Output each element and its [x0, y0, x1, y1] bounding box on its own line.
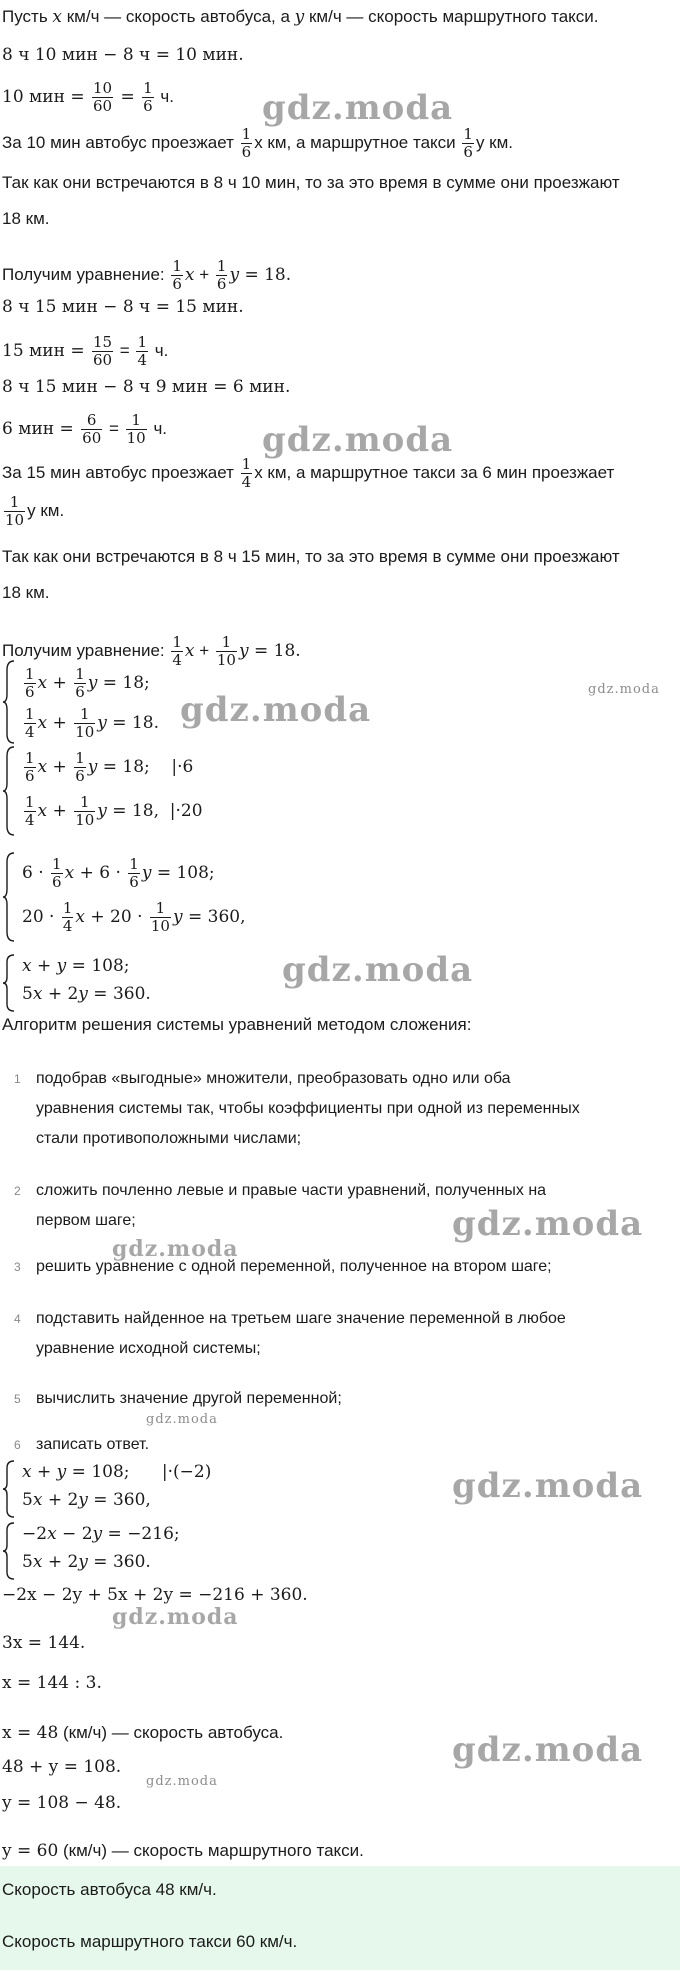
watermark: gdz.moda [180, 690, 372, 730]
watermark: gdz.moda [112, 1236, 239, 1262]
time-diff-2: 8 ч 15 мин − 8 ч = 15 мин. [2, 297, 244, 317]
system-4 [2, 954, 302, 1012]
equation-1: Получим уравнение: $\frac{1}{6}$ x + $\frac{1}{6}$ y = 18. [2, 257, 292, 293]
answer-bus-speed: Скорость автобуса 48 км/ч. [2, 1880, 217, 1899]
distance-line-1: За 10 мин автобус проезжает $\frac{1}{6}$ x км, а маршрутное такси $\frac{1}{6}$ y км. [2, 125, 514, 161]
calc-line-6: y = 108 − 48. [2, 1793, 122, 1813]
conversion-3: 6 мин = $\frac{6}{60}$ = $\frac{1}{10}$ ч. [2, 411, 168, 447]
conversion-1: 10 мин = $\frac{10}{60}$ = $\frac{1}{6}$ ч. [2, 79, 174, 115]
system-3-row-1: 6 · $\frac{1}{6}$ x + 6 · $\frac{1}{6}$ y = 108; [22, 855, 215, 891]
system-6 [2, 1522, 302, 1580]
watermark: gdz.moda [146, 1412, 218, 1427]
system-4-row-2: 5x + 2y = 360. [22, 984, 151, 1004]
algorithm-title: Алгоритм решения системы уравнений методом сложения: [2, 1015, 472, 1034]
distance-total-2: 18 км. [2, 583, 50, 602]
system-6-row-1: −2x − 2y = −216; [22, 1524, 180, 1544]
system-2 [2, 746, 402, 836]
calc-line-3: x = 144 : 3. [2, 1673, 102, 1693]
system-2-row-2: $\frac{1}{4}$ x + $\frac{1}{10}$ y = 18, |·20 [25, 793, 203, 829]
system-1-row-1: $\frac{1}{6}$ x + $\frac{1}{6}$ y = 18; [25, 665, 150, 701]
system-3 [2, 852, 402, 942]
system-6-row-2: 5x + 2y = 360. [22, 1552, 151, 1572]
calc-line-1: −2x − 2y + 5x + 2y = −216 + 360. [2, 1585, 308, 1605]
watermark: gdz.moda [452, 1730, 644, 1770]
system-1-row-2: $\frac{1}{4}$ x + $\frac{1}{10}$ y = 18. [25, 705, 159, 741]
system-5-row-1: x + y = 108; |·(−2) [22, 1462, 212, 1482]
brace-icon [2, 746, 16, 836]
watermark: gdz.moda [588, 682, 660, 697]
meeting-line-1: Так как они встречаются в 8 ч 10 мин, то за это время в сумме они проезжают [2, 173, 620, 192]
calc-line-7: y = 60 (км/ч) — скорость маршрутного такси. [2, 1841, 364, 1861]
watermark: gdz.moda [146, 1774, 218, 1789]
intro-line: Пусть x км/ч — скорость автобуса, а y км/ч — скорость маршрутного такси. [2, 7, 599, 27]
conversion-2: 15 мин = $\frac{15}{60}$ = $\frac{1}{4}$ ч. [2, 333, 169, 369]
watermark: gdz.moda [262, 88, 454, 128]
calc-line-4: x = 48 (км/ч) — скорость автобуса. [2, 1723, 284, 1743]
time-diff-1: 8 ч 10 мин − 8 ч = 10 мин. [2, 45, 244, 65]
equation-2: Получим уравнение: $\frac{1}{4}$ x + $\frac{1}{10}$ y = 18. [2, 633, 301, 669]
answer-taxi-speed: Скорость маршрутного такси 60 км/ч. [2, 1932, 298, 1951]
watermark: gdz.moda [452, 1466, 644, 1506]
distance-total-1: 18 км. [2, 209, 50, 228]
calc-line-2: 3x = 144. [2, 1633, 86, 1653]
brace-icon [2, 1460, 16, 1518]
answer-block-1 [0, 1866, 680, 1918]
brace-icon [2, 852, 16, 942]
distance-line-2: За 15 мин автобус проезжает $\frac{1}{4}$ x км, а маршрутное такси за 6 мин проезжает [2, 455, 615, 491]
watermark: gdz.moda [112, 1604, 239, 1630]
calc-line-5: 48 + y = 108. [2, 1757, 122, 1777]
brace-icon [2, 660, 16, 744]
watermark: gdz.moda [282, 950, 474, 990]
answer-block-2 [0, 1918, 680, 1970]
system-5-row-2: 5x + 2y = 360, [22, 1490, 151, 1510]
watermark: gdz.moda [262, 420, 454, 460]
time-diff-3: 8 ч 15 мин − 8 ч 9 мин = 6 мин. [2, 377, 291, 397]
distance-line-2b: $\frac{1}{10}$ y км. [5, 493, 65, 529]
meeting-line-2: Так как они встречаются в 8 ч 15 мин, то за это время в сумме они проезжают [2, 547, 620, 566]
watermark: gdz.moda [452, 1204, 644, 1244]
brace-icon [2, 954, 16, 1012]
system-5 [2, 1460, 302, 1518]
brace-icon [2, 1522, 16, 1580]
system-4-row-1: x + y = 108; [22, 956, 130, 976]
system-3-row-2: 20 · $\frac{1}{4}$ x + 20 · $\frac{1}{10}$ y = 360, [22, 899, 246, 935]
system-2-row-1: $\frac{1}{6}$ x + $\frac{1}{6}$ y = 18; |·6 [25, 749, 194, 785]
